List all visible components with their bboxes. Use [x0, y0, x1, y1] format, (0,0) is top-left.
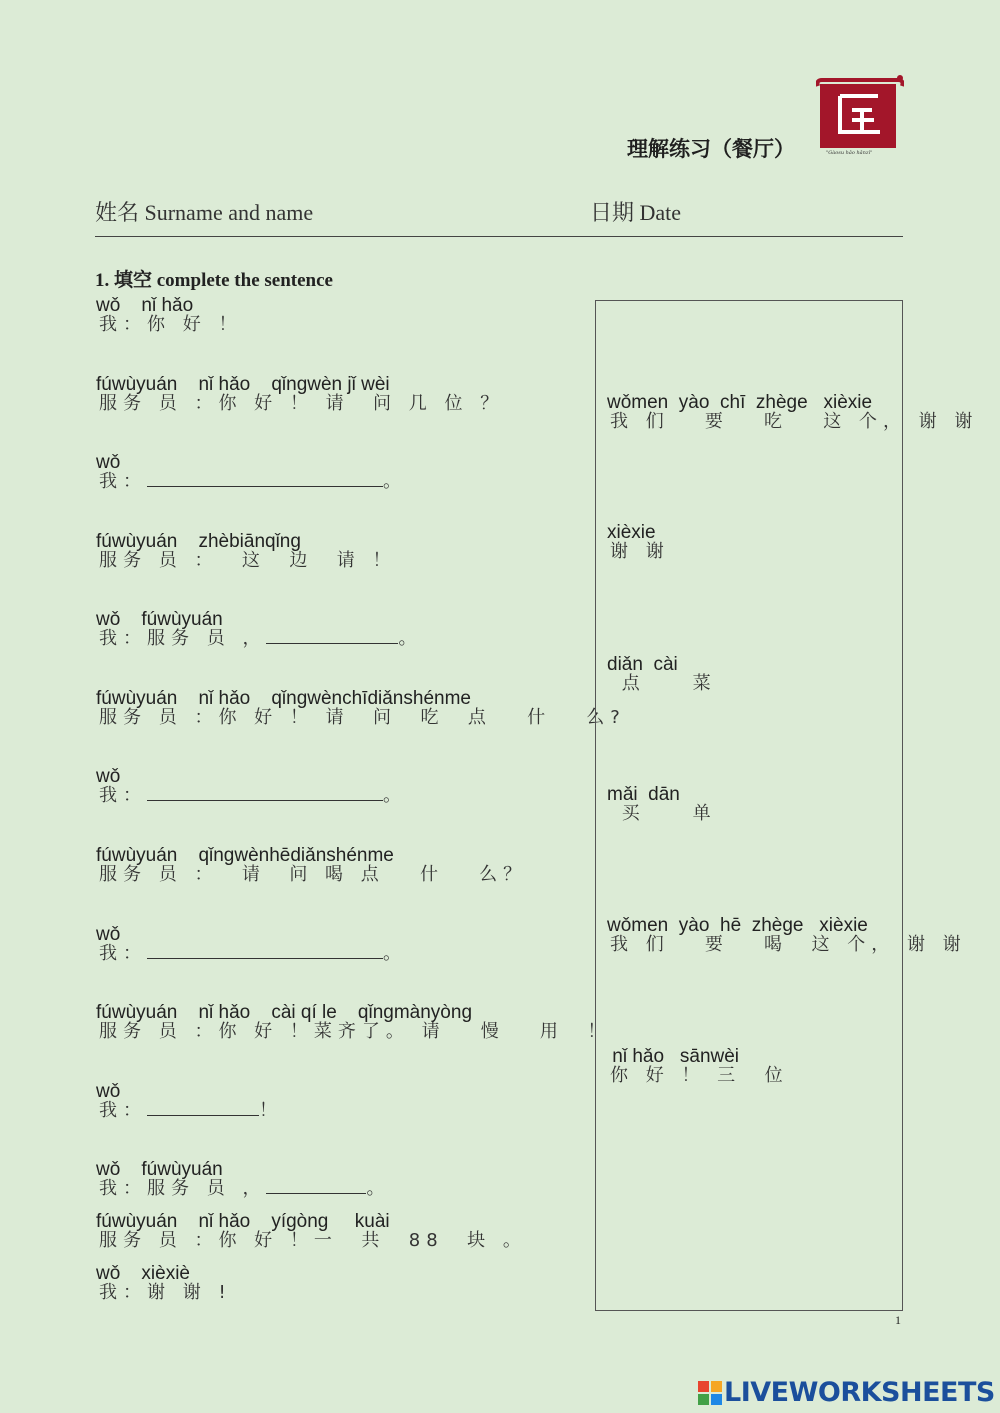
pinyin-text: fúwùyuán qǐngwènhēdiǎnshénme: [96, 845, 394, 866]
answer-blank[interactable]: [147, 944, 383, 959]
end-punctuation: 。: [398, 628, 423, 649]
header-divider: [95, 236, 903, 237]
dialogue-line: [96, 925, 407, 964]
option-hanzi: 我 们 要 喝 这 个， 谢 谢: [610, 934, 967, 955]
option-pinyin: wǒmen yào hē zhège xièxie: [607, 915, 868, 936]
option-hanzi: 买 单: [610, 803, 717, 824]
dialogue-line: [96, 375, 504, 414]
hanzi-text: 我：: [99, 1100, 147, 1121]
dialogue-line: [96, 1003, 611, 1042]
page-number: 1: [895, 1313, 901, 1327]
pinyin-text: fúwùyuán zhèbiānqǐng: [96, 531, 301, 552]
word-bank-option[interactable]: [607, 785, 717, 824]
answer-blank[interactable]: [147, 786, 383, 801]
dialogue-line: [96, 689, 626, 728]
word-bank-option[interactable]: [607, 393, 978, 432]
dialogue-line: [96, 846, 527, 885]
liveworksheets-brand[interactable]: [698, 1377, 995, 1408]
hanzi-text: 我：: [99, 471, 147, 492]
option-pinyin: xièxie: [607, 522, 656, 543]
liveworksheets-logo-icon: [698, 1381, 722, 1405]
hanzi-text: 服务 员 ： 请 问 喝 点 什 么？: [99, 864, 528, 885]
pinyin-text: fúwùyuán nǐ hǎo qǐngwènchīdiǎnshénme: [96, 688, 471, 709]
word-bank-option[interactable]: [607, 1047, 789, 1086]
end-punctuation: 。: [383, 471, 407, 492]
brand-text: LIVEWORKSHEETS: [724, 1377, 995, 1408]
pinyin-text: wǒ: [96, 452, 121, 473]
pinyin-text: fúwùyuán nǐ hǎo cài qí le qǐngmànyòng: [96, 1002, 473, 1023]
dialogue-line: [96, 1264, 232, 1303]
end-punctuation: 。: [383, 943, 407, 964]
hanzi-text: 服务 员 ：你 好 ！一 共 88 块 。: [99, 1230, 527, 1251]
answer-blank[interactable]: [147, 1101, 259, 1116]
worksheet-title: 理解练习（餐厅）: [627, 136, 795, 161]
hanzi-text: 我：服务 员 ，: [99, 628, 267, 649]
section-title: 1. 填空 complete the sentence: [95, 270, 333, 291]
option-pinyin: diǎn cài: [607, 654, 678, 675]
school-logo-icon: [816, 72, 904, 156]
option-hanzi: 我 们 要 吃 这 个， 谢 谢: [610, 411, 979, 432]
word-bank-option[interactable]: [607, 916, 967, 955]
word-bank-option[interactable]: [607, 523, 670, 562]
hanzi-text: 我：你 好 ！: [99, 314, 243, 335]
option-hanzi: 点 菜: [610, 673, 717, 694]
option-pinyin: nǐ hǎo sānwèi: [607, 1046, 740, 1067]
answer-blank[interactable]: [266, 629, 398, 644]
word-bank-option[interactable]: [607, 655, 717, 694]
dialogue-line: [96, 532, 397, 571]
dialogue-line: [96, 296, 242, 335]
logo-tagline: "Gàosu hǎo hǎnzì": [826, 150, 873, 156]
hanzi-text: 我：: [99, 943, 147, 964]
end-punctuation: 。: [383, 785, 407, 806]
dialogue-line: [96, 1082, 283, 1121]
end-punctuation: 。: [366, 1178, 391, 1199]
dialogue-line: [96, 453, 407, 492]
pinyin-text: wǒ nǐ hǎo: [96, 295, 194, 316]
hanzi-text: 我：服务 员 ，: [99, 1178, 267, 1199]
option-hanzi: 你 好 ！ 三 位: [610, 1065, 789, 1086]
pinyin-text: wǒ: [96, 766, 121, 787]
option-hanzi: 谢 谢: [610, 541, 670, 562]
dialogue-line: [96, 1212, 527, 1251]
end-punctuation: ！: [259, 1100, 283, 1121]
pinyin-text: wǒ fúwùyuán: [96, 609, 223, 630]
pinyin-text: wǒ: [96, 924, 121, 945]
hanzi-text: 服务 员 ：你 好 ！ 请 问 吃 点 什 么?: [99, 707, 626, 728]
answer-blank[interactable]: [147, 472, 383, 487]
answer-blank[interactable]: [266, 1179, 366, 1194]
dialogue-line: [96, 610, 422, 649]
dialogue-line: [96, 1160, 390, 1199]
hanzi-text: 我：: [99, 785, 147, 806]
hanzi-text: 服务 员 ： 这 边 请 ！: [99, 550, 397, 571]
option-pinyin: mǎi dān: [607, 784, 680, 805]
pinyin-text: wǒ fúwùyuán: [96, 1159, 223, 1180]
hanzi-text: 服务 员 ：你 好 ！菜齐了。 请 慢 用 ！: [99, 1021, 612, 1042]
option-pinyin: wǒmen yào chī zhège xièxie: [607, 392, 873, 413]
hanzi-text: 服务 员 ：你 好 ！ 请 问 几 位 ？: [99, 393, 505, 414]
pinyin-text: fúwùyuán nǐ hǎo qǐngwèn jǐ wèi: [96, 374, 390, 395]
pinyin-text: wǒ: [96, 1081, 121, 1102]
dialogue-line: [96, 767, 407, 806]
pinyin-text: wǒ xièxiè: [96, 1263, 190, 1284]
date-field-label: 日期 Date: [590, 200, 682, 225]
pinyin-text: fúwùyuán nǐ hǎo yígòng kuài: [96, 1211, 390, 1232]
hanzi-text: 我：谢 谢 !: [99, 1282, 232, 1303]
name-field-label: 姓名 Surname and name: [95, 200, 314, 225]
